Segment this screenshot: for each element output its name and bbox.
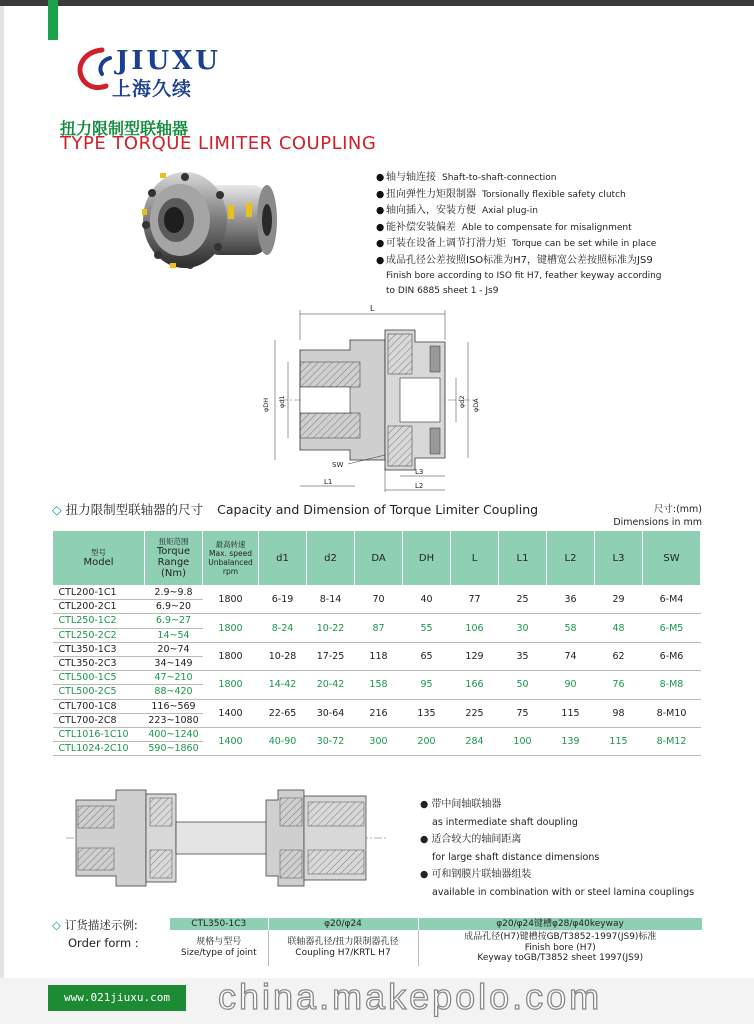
diamond-icon: ◇	[52, 502, 62, 517]
order-form-table	[170, 918, 703, 966]
table-row: CTL1024-2C10 590~1860	[53, 742, 701, 756]
order-header-model: CTL350-1C3	[170, 918, 268, 930]
dim-label-da: φDA	[472, 398, 480, 412]
feature-sub-line: to DIN 6885 sheet 1 - Js9	[386, 286, 499, 296]
table-row: CTL200-2C1 6.9~20	[53, 600, 701, 614]
header-da: DA	[355, 531, 403, 586]
feature-item: ● 轴与轴连接 Shaft-to-shaft-connection	[376, 172, 557, 183]
website-link[interactable]: www.021jiuxu.com	[48, 985, 186, 1011]
order-header-bore: φ20/φ24	[268, 918, 418, 930]
dimension-table	[52, 530, 701, 756]
table-row: CTL1016-1C10 400~1240 1400 40-90 30-72 300 200 284 100 139 115 8-M12	[53, 728, 701, 742]
feature-item: ● 成品孔径公差按照ISO标准为H7，键槽宽公差按照标准为JS9	[376, 254, 653, 266]
logo-latin-text: JIUXU	[116, 46, 221, 76]
table-row: CTL500-1C5 47~210 1800 14-42 20-42 158 95 166 50 90 76 8-M8	[53, 671, 701, 685]
order-row: 规格与型号 Size/type of joint 联轴器孔径/扭力限制器孔径 Coupling H7/KRTL H7 成品孔径(H7)键槽按GB/T3852-1997(JS9)标准 Finish bore (H7) Keyway toGB/T3852 sheet 1997(JS9)	[170, 930, 702, 966]
dim-label-d1: φd1	[278, 395, 286, 408]
note-item: ● 可和钢膜片联轴器组装	[420, 869, 532, 880]
table-row: CTL250-1C2 6.9~27 1800 8-24 10-22 87 55 106 30 58 48 6-M5	[53, 614, 701, 628]
feature-item: ● 能补偿安装偏差 Able to compensate for misalignment	[376, 221, 632, 233]
header-l: L	[451, 531, 499, 586]
header-dh: DH	[403, 531, 451, 586]
dim-label-sw: SW	[332, 461, 344, 469]
header-l3: L3	[595, 531, 643, 586]
page-title-en: TYPE TORQUE LIMITER COUPLING	[60, 133, 377, 154]
intermediate-shaft-notes	[420, 796, 750, 901]
feature-item: ● 轴向插入，安装方便 Axial plug-in	[376, 205, 538, 216]
header-sw: SW	[643, 531, 701, 586]
feature-list	[376, 170, 746, 299]
note-item-en: for large shaft distance dimensions	[432, 851, 600, 863]
bullet-icon: ●	[420, 869, 429, 880]
units-note: 尺寸:(mm) Dimensions in mm	[613, 504, 702, 528]
note-item-en: as intermediate shaft doupling	[432, 816, 578, 828]
coupling-photo	[130, 165, 280, 280]
page-edge-stripe	[0, 0, 4, 1024]
diamond-icon: ◇	[52, 918, 61, 932]
header-d1: d1	[259, 531, 307, 586]
header-l2: L2	[547, 531, 595, 586]
capacity-section-title: ◇ 扭力限制型联轴器的尺寸 Capacity and Dimension of Torque Limiter Coupling	[52, 502, 539, 517]
header-l1: L1	[499, 531, 547, 586]
note-item: ● 适合较大的轴间距离	[420, 834, 522, 845]
table-row: CTL350-2C3 34~149	[53, 657, 701, 671]
dim-label-l1: L1	[324, 478, 333, 486]
header-speed: 最高转速 Max. speed Unbalanced rpm	[203, 531, 259, 586]
feature-item: ● 可装在设备上调节打滑力矩 Torque can be set while in place	[376, 238, 657, 249]
table-row: CTL700-1C8 116~569 1400 22-65 30-64 216 135 225 75 115 98 8-M10	[53, 699, 701, 713]
header-torque: 扭矩范围 Torque Range (Nm)	[145, 531, 203, 586]
feature-sub-line: Finish bore according to ISO fit H7, feather keyway according	[386, 271, 662, 281]
logo-chinese-text: 上海久续	[112, 78, 193, 100]
dim-label-L: L	[370, 304, 375, 313]
table-row: CTL350-1C3 20~74 1800 10-28 17-25 118 65 129 35 74 62 6-M6	[53, 642, 701, 656]
watermark-text: china.makepolo.com	[218, 976, 603, 1017]
dim-label-l2: L2	[415, 482, 424, 490]
bullet-icon: ●	[420, 799, 429, 810]
green-accent-bar	[48, 0, 58, 40]
table-row: CTL700-2C8 223~1080	[53, 713, 701, 727]
table-row: CTL500-2C5 88~420	[53, 685, 701, 699]
feature-item: ● 扭向弹性力矩限制器 Torsionally flexible safety clutch	[376, 188, 626, 200]
company-logo	[72, 44, 242, 100]
header-model: 型号 Model	[53, 531, 145, 586]
header-d2: d2	[307, 531, 355, 586]
table-row: CTL200-1C1 2.9~9.8 1800 6-19 8-14 70 40 77 25 36 29 6-M4	[53, 586, 701, 600]
note-item-en: available in combination with or steel lamina couplings	[432, 886, 695, 898]
order-form-label: ◇ 订货描述示例: Order form :	[52, 918, 139, 950]
note-item: ● 带中间轴联轴器	[420, 799, 502, 810]
order-header-keyway: φ20/φ24键槽φ28/φ40keyway	[418, 918, 702, 930]
dim-label-d2: φd2	[458, 395, 466, 408]
section-drawing	[260, 300, 500, 500]
page-title-cn: 扭力限制型联轴器	[60, 119, 189, 138]
bullet-icon: ●	[420, 834, 429, 845]
top-bar	[0, 0, 754, 6]
table-row: CTL250-2C2 14~54	[53, 628, 701, 642]
dim-label-l3: L3	[415, 468, 424, 476]
intermediate-shaft-drawing	[66, 780, 386, 895]
dim-label-dh: φDH	[262, 397, 270, 412]
